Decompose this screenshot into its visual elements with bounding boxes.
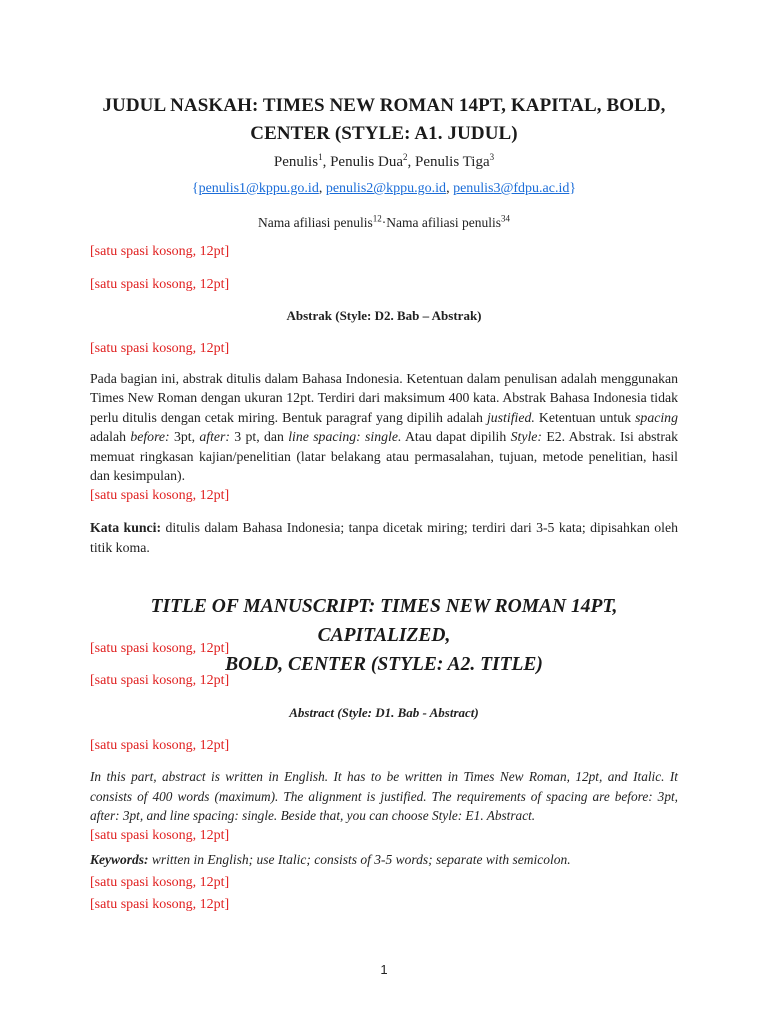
spacer-note: [satu spasi kosong, 12pt] xyxy=(90,897,230,912)
abstrak-italic: justified. xyxy=(486,409,535,425)
abstrak-text: 3 pt, dan xyxy=(230,429,289,445)
email-link-2[interactable]: penulis2@kppu.go.id xyxy=(325,181,447,196)
keywords xyxy=(90,850,678,870)
abstrak-italic: after: xyxy=(199,429,230,445)
email-link-1[interactable]: penulis1@kppu.go.id xyxy=(198,181,319,196)
keywords-text: written in English; use Italic; consists of 3-5 words; separate with semicolon. xyxy=(148,852,571,867)
author-3-sup: 3 xyxy=(489,152,495,162)
author-sep: , xyxy=(407,154,415,170)
spacer-note: [satu spasi kosong, 12pt] xyxy=(90,875,230,890)
title-line-2: BOLD, CENTER (STYLE: A2. TITLE) xyxy=(225,654,543,675)
title-line-1: JUDUL NASKAH: TIMES NEW ROMAN 14PT, KAPITAL, BOLD, xyxy=(102,95,666,116)
abstrak-italic: before: xyxy=(130,429,170,445)
title-line-2: CENTER (STYLE: A1. JUDUL) xyxy=(250,123,518,144)
author-1-sup: 1 xyxy=(318,152,323,162)
affiliation-1: Nama afiliasi penulis xyxy=(258,215,373,230)
abstrak-heading: Abstrak (Style: D2. Bab – Abstrak) xyxy=(286,308,482,323)
abstract-heading: Abstract (Style: D1. Bab - Abstract) xyxy=(289,705,479,720)
spacer-note: [satu spasi kosong, 12pt] xyxy=(90,277,230,292)
spacer-note: [satu spasi kosong, 12pt] xyxy=(90,488,230,503)
email-brace-open: { xyxy=(191,181,199,196)
author-1: Penulis xyxy=(273,154,319,170)
abstrak-text: Atau dapat dipilih xyxy=(401,429,511,445)
judul-naskah-title xyxy=(90,92,678,148)
kata-kunci xyxy=(90,518,678,557)
spacer-note: [satu spasi kosong, 12pt] xyxy=(90,244,230,259)
spacer-note: [satu spasi kosong, 12pt] xyxy=(90,341,230,356)
abstrak-text: E2. Abstrak. Isi abstrak memuat ringkasan kajian/penelitian (latar belakang atau permasalahan, tujuan, metode penelitian, hasil dan kesimpulan). xyxy=(90,429,678,484)
abstrak-text: adalah xyxy=(90,429,131,445)
email-sep: , xyxy=(446,181,454,196)
affiliation-2-sup: 34 xyxy=(500,213,510,224)
email-link-3[interactable]: penulis3@fdpu.ac.id xyxy=(453,181,570,196)
author-sep: , xyxy=(322,154,331,170)
email-brace-close: } xyxy=(569,181,577,196)
spacer-note: [satu spasi kosong, 12pt] xyxy=(90,738,230,753)
email-sep: , xyxy=(318,181,326,196)
abstrak-text: Pada bagian ini, abstrak ditulis dalam Bahasa Indonesia. Ketentuan dalam penulisan adalah menggunakan Times New Roman dengan ukuran 12pt. Terdiri dari maksimum 400 kata. Abstrak Bahasa Indonesia tidak perlu ditulis dengan cetak miring. Bentuk paragraf yang dipilih adalah xyxy=(90,371,678,425)
affiliation xyxy=(90,213,678,233)
manuscript-title xyxy=(90,592,678,679)
affiliation-1-sup: 12 xyxy=(372,213,382,224)
author-2: Penulis Dua xyxy=(330,154,403,170)
abstrak-text: 3pt, xyxy=(169,429,200,445)
affiliation-2: ·Nama afiliasi penulis xyxy=(381,215,501,230)
author-3: Penulis Tiga xyxy=(414,154,490,170)
kata-kunci-text: ditulis dalam Bahasa Indonesia; tanpa dicetak miring; terdiri dari 3-5 kata; dipisahkan oleh titik koma. xyxy=(90,520,678,555)
email-list xyxy=(90,179,678,199)
author-2-sup: 2 xyxy=(402,152,408,162)
spacer-note: [satu spasi kosong, 12pt] xyxy=(90,673,230,688)
abstrak-italic: line spacing: single. xyxy=(288,429,402,445)
keywords-label: Keywords: xyxy=(90,852,149,867)
abstract-paragraph: In this part, abstract is written in English. It has to be written in Times New Roman, 12pt, and Italic. It consists of 400 words (maximum). The alignment is justified. The requirements of spacing are before: 3pt, after: 3pt, and line spacing: single. Beside that, you can choose Style: E1. Abstract. xyxy=(90,769,678,823)
title-line-1: TITLE OF MANUSCRIPT: TIMES NEW ROMAN 14PT, CAPITALIZED, xyxy=(150,596,618,646)
abstrak-italic: Style: xyxy=(510,429,543,445)
spacer-note: [satu spasi kosong, 12pt] xyxy=(90,641,230,656)
kata-kunci-label: Kata kunci: xyxy=(90,520,162,535)
abstrak-text: Ketentuan untuk xyxy=(534,409,636,425)
author-list xyxy=(90,153,678,173)
abstrak-paragraph xyxy=(90,369,678,485)
spacer-note: [satu spasi kosong, 12pt] xyxy=(90,828,230,843)
abstrak-italic: spacing xyxy=(635,409,678,425)
page-number: 1 xyxy=(380,962,388,977)
